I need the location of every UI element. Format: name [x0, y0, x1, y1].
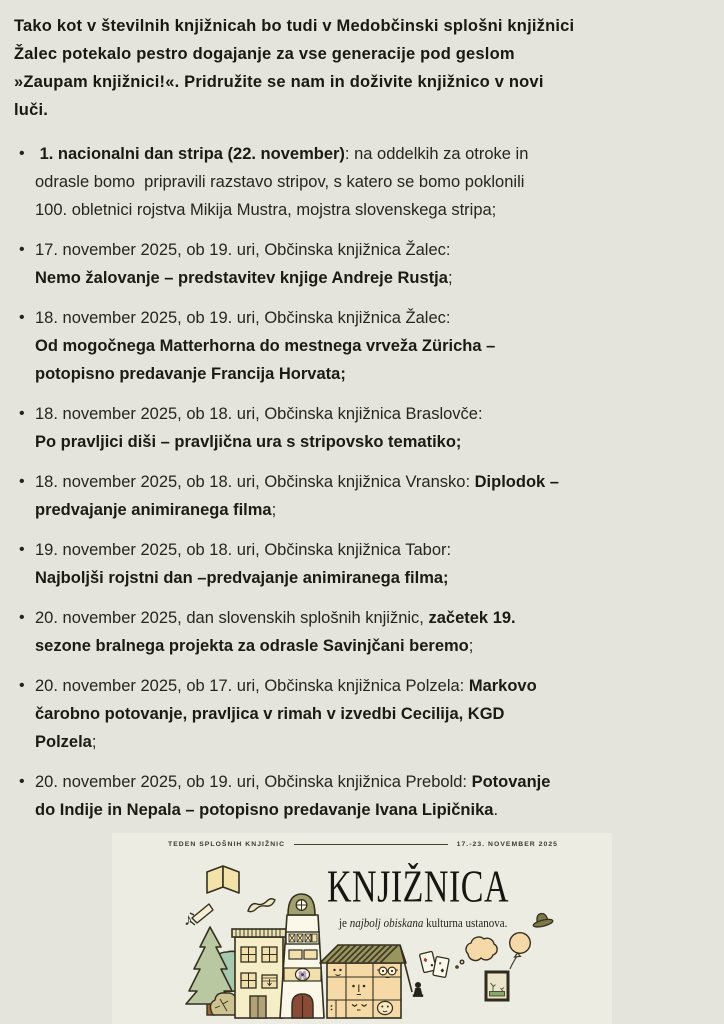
clock-tower	[280, 894, 324, 1018]
event-text-segment: Diplodok –	[474, 473, 559, 491]
event-text-segment: do Indije in Nepala – potopisno predavanje Ivana Lipičnika	[35, 801, 494, 819]
door-icon	[250, 996, 266, 1018]
event-line	[35, 140, 714, 168]
event-text-segment: začetek 19.	[428, 609, 516, 627]
event-text-segment: ;	[271, 501, 277, 519]
event-line	[35, 428, 714, 456]
bullet-icon: •	[19, 309, 25, 326]
library-wordmark: KNJIŽNICA	[327, 863, 510, 913]
playing-cards-icon	[419, 951, 449, 977]
event-line	[35, 304, 714, 332]
event-line	[35, 672, 714, 700]
event-text-segment: Markovo	[468, 677, 537, 695]
event-text-segment: 20. november 2025, ob 17. uri, Občinska knjižnica Polzela:	[35, 677, 469, 695]
event-line	[35, 360, 714, 388]
tagline-post: kulturna ustanova.	[423, 916, 508, 930]
event-text-segment: čarobno potovanje, pravljica v rimah v izvedbi Cecilija, KGD	[35, 705, 505, 723]
banner-rule	[294, 844, 448, 845]
event-line	[35, 796, 714, 824]
event-text-segment: : na oddelkih za otroke in	[344, 145, 529, 163]
bullet-icon: •	[19, 145, 25, 162]
event-text	[35, 236, 714, 292]
chess-pawn-icon	[413, 982, 423, 997]
bullet-icon: •	[19, 773, 25, 790]
event-text-segment: Polzela	[35, 733, 92, 751]
library-illustration	[150, 855, 570, 1024]
flyer-body	[14, 12, 714, 836]
event-text-segment: potopisno predavanje Francija Horvata;	[35, 365, 346, 383]
intro-line: luči.	[14, 101, 49, 119]
event-line	[35, 700, 714, 728]
face-building	[320, 945, 412, 1018]
event-line	[35, 236, 714, 264]
blind-window-icon	[262, 975, 277, 988]
event-text	[35, 140, 714, 224]
event-text-segment: predvajanje animiranega filma	[35, 501, 272, 519]
event-text-segment: 18. november 2025, ob 18. uri, Občinska knjižnica Braslovče:	[35, 405, 483, 423]
arch-door-icon	[292, 994, 313, 1018]
event-line	[35, 264, 714, 292]
event-item	[14, 400, 714, 456]
event-text-segment: 1. nacionalni dan stripa (22. november)	[35, 145, 345, 163]
event-line	[35, 564, 714, 592]
event-item	[14, 536, 714, 592]
event-item	[14, 768, 714, 824]
event-text-segment: 100. obletnici rojstva Mikija Mustra, mojstra slovenskega stripa;	[35, 201, 497, 219]
flower-window-icon	[284, 968, 321, 981]
event-item	[14, 140, 714, 224]
intro-paragraph	[14, 12, 714, 124]
tagline-pre: je	[339, 916, 350, 930]
event-text	[35, 604, 714, 660]
paper-horn-icon	[190, 904, 213, 925]
bullet-icon: •	[19, 405, 25, 422]
caterpillar-icon	[248, 899, 275, 912]
event-text-segment: Nemo žalovanje – predstavitev knjige Andreje Rustja	[35, 269, 448, 287]
bullet-icon: •	[19, 609, 25, 626]
footer-banner	[168, 841, 558, 848]
left-building	[232, 929, 286, 1018]
event-item	[14, 468, 714, 524]
event-text-segment: Po pravljici diši – pravljična ura s stripovsko tematiko;	[35, 433, 462, 451]
event-line	[35, 168, 714, 196]
tagline-italic: najbolj obiskana	[349, 916, 424, 930]
week-label: TEDEN SPLOŠNIH KNJIŽNIC	[168, 841, 286, 848]
music-note-icon: ♪	[184, 910, 193, 929]
event-line	[35, 728, 714, 756]
event-text	[35, 768, 714, 824]
event-text-segment: .	[493, 801, 499, 819]
event-text-segment: 19. november 2025, ob 18. uri, Občinska knjižnica Tabor:	[35, 541, 452, 559]
event-item	[14, 236, 714, 292]
event-text-segment: 18. november 2025, ob 18. uri, Občinska knjižnica Vransko:	[35, 473, 475, 491]
event-line	[35, 536, 714, 564]
events-list	[14, 140, 714, 824]
balloon-icon	[510, 933, 531, 969]
event-text-segment: Od mogočnega Matterhorna do mestnega vrveža Züricha –	[35, 337, 496, 355]
intro-line: »Zaupam knjižnici!«. Pridružite se nam in doživite knjižnico v novi	[14, 73, 544, 91]
intro-line: Žalec potekalo pestro dogajanje za vse generacije pod geslom	[14, 45, 515, 63]
event-text-segment: sezone bralnega projekta za odrasle Savinjčani beremo	[35, 637, 469, 655]
event-text	[35, 536, 714, 592]
event-text-segment: ;	[468, 637, 474, 655]
event-text	[35, 468, 714, 524]
event-text-segment: 18. november 2025, ob 19. uri, Občinska knjižnica Žalec:	[35, 309, 451, 327]
bullet-icon: •	[19, 473, 25, 490]
framed-picture-icon	[486, 972, 508, 1000]
event-item	[14, 672, 714, 756]
event-text-segment: ;	[91, 733, 97, 751]
event-text-segment: odrasle bomo pripravili razstavo stripov, s katero se bomo poklonili	[35, 173, 525, 191]
event-item	[14, 604, 714, 660]
intro-line: Tako kot v številnih knjižnicah bo tudi v Medobčinski splošni knjižnici	[14, 17, 575, 35]
thought-cloud-icon	[456, 937, 497, 968]
oval-face-icon	[378, 1001, 393, 1014]
event-text-segment: 20. november 2025, dan slovenskih splošnih knjižnic,	[35, 609, 429, 627]
event-text-segment: Najboljši rojstni dan –predvajanje animiranega filma;	[35, 569, 449, 587]
open-book-icon	[207, 866, 239, 893]
event-line	[35, 332, 714, 360]
event-line	[35, 496, 714, 524]
event-text	[35, 400, 714, 456]
event-text-segment: Potovanje	[471, 773, 551, 791]
event-line	[35, 400, 714, 428]
event-line	[35, 632, 714, 660]
bullet-icon: •	[19, 241, 25, 258]
event-text	[35, 672, 714, 756]
event-item	[14, 304, 714, 388]
event-line	[35, 468, 714, 496]
event-line	[35, 604, 714, 632]
bullet-icon: •	[19, 677, 25, 694]
event-text	[35, 304, 714, 388]
bullet-icon: •	[19, 541, 25, 558]
event-text-segment: 20. november 2025, ob 19. uri, Občinska knjižnica Prebold:	[35, 773, 472, 791]
event-text-segment: 17. november 2025, ob 19. uri, Občinska knjižnica Žalec:	[35, 241, 451, 259]
event-line	[35, 196, 714, 224]
dates-label: 17.-23. NOVEMBER 2025	[456, 841, 558, 848]
clock-icon	[296, 900, 307, 911]
balcony-books-icon	[286, 932, 319, 944]
event-text-segment: ;	[447, 269, 453, 287]
hat-icon	[531, 911, 554, 928]
event-line	[35, 768, 714, 796]
